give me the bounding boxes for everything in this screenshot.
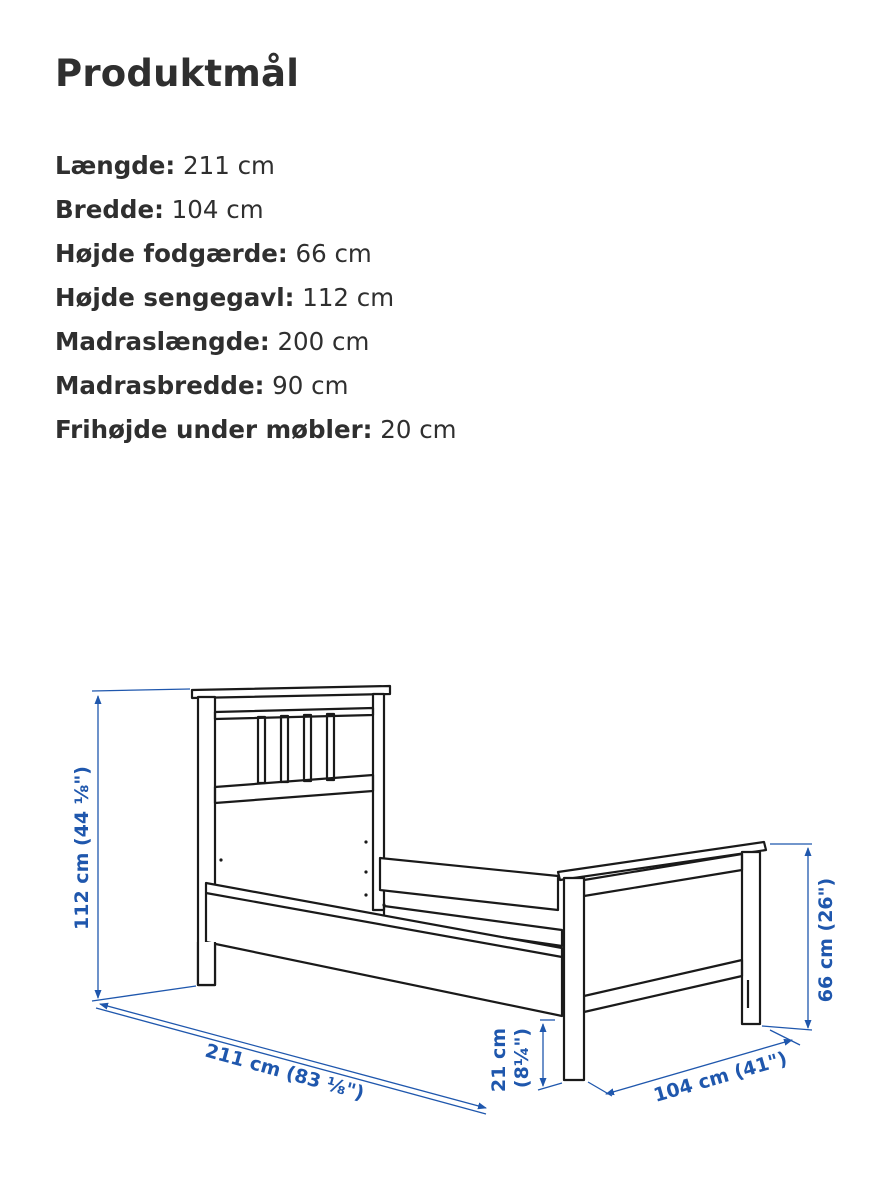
bed-illustration xyxy=(192,686,766,1080)
page-title: Produktmål xyxy=(55,52,300,95)
clearance-cm-label: 21 cm xyxy=(488,1027,510,1093)
spec-value: 66 cm xyxy=(295,239,372,268)
spec-label: Højde sengegavl: xyxy=(55,283,295,312)
spec-value: 90 cm xyxy=(272,371,349,400)
footboard-height-label: 66 cm (26") xyxy=(815,877,837,1003)
spec-value: 200 cm xyxy=(277,327,370,356)
headboard-cap xyxy=(192,686,390,698)
headboard-top-rail xyxy=(215,708,373,719)
headboard-middle-rail xyxy=(215,775,373,803)
width-label: 104 cm (41") xyxy=(651,1047,790,1107)
spec-value: 104 cm xyxy=(171,195,264,224)
spec-value: 20 cm xyxy=(380,415,457,444)
spec-label: Bredde: xyxy=(55,195,164,224)
spec-value: 112 cm xyxy=(302,283,395,312)
spec-value: 211 cm xyxy=(183,151,275,180)
headboard-spindles xyxy=(258,714,334,783)
headboard-height-label: 112 cm (44 ⅛") xyxy=(71,766,93,930)
length-dimension xyxy=(100,1004,486,1108)
footboard-back-post xyxy=(742,852,760,1024)
spec-label: Frihøjde under møbler: xyxy=(55,415,373,444)
footboard-cap xyxy=(558,842,766,880)
footboard-front-post xyxy=(564,878,584,1080)
spec-label: Madrasbredde: xyxy=(55,371,265,400)
spec-label: Madraslængde: xyxy=(55,327,270,356)
spec-label: Længde: xyxy=(55,151,176,180)
far-side-rail xyxy=(380,858,558,910)
length-label: 211 cm (83 ⅛") xyxy=(202,1039,367,1105)
footboard-bottom-rail xyxy=(584,960,742,1012)
clearance-in-label: (8¼") xyxy=(511,1027,533,1089)
spec-label: Højde fodgærde: xyxy=(55,239,288,268)
